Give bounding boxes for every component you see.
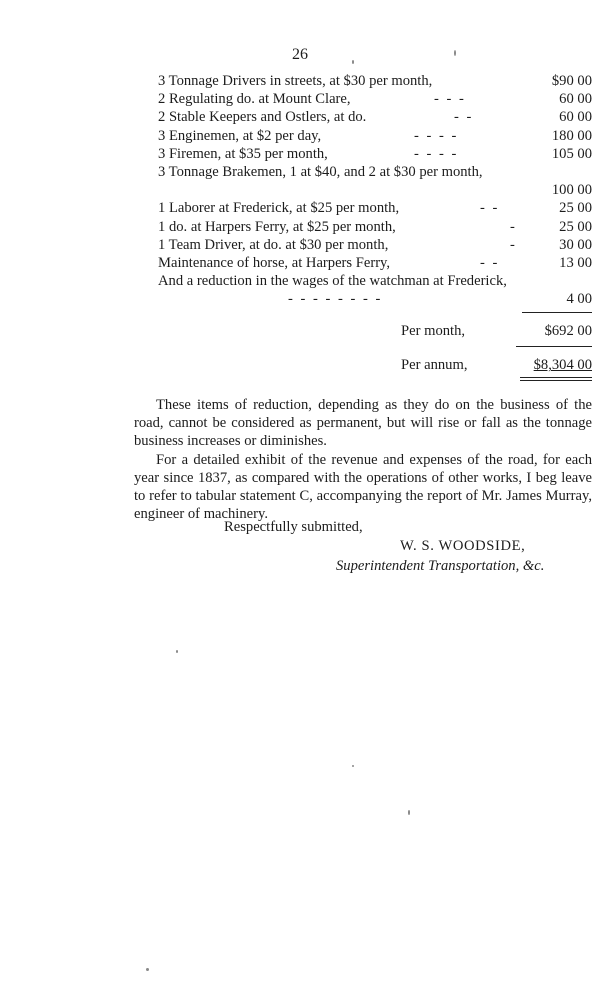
- ledger-item: 1 Laborer at Frederick, at $25 per month,: [158, 200, 400, 217]
- ledger-item: 3 Firemen, at $35 per month,: [158, 145, 328, 162]
- rule-spacer: [158, 376, 592, 382]
- per-month-row: [158, 316, 592, 342]
- ledger-row: [158, 145, 592, 163]
- ledger-item: 3 Tonnage Brakemen, 1 at $40, and 2 at $30 per month,: [158, 163, 483, 180]
- ledger-row: [158, 108, 592, 126]
- double-rule-bottom: [520, 380, 592, 381]
- rule-spacer: [158, 308, 592, 316]
- paper-speck: [146, 968, 149, 971]
- ledger-item: 1 Team Driver, at do. at $30 per month,: [158, 236, 389, 253]
- leader-dots: - - - - - - - -: [288, 291, 383, 308]
- ledger-amount: $90 00: [551, 73, 592, 89]
- ledger-amount: 60 00: [559, 109, 592, 126]
- paper-speck: [352, 60, 354, 64]
- leader-dots: -: [510, 236, 517, 253]
- ledger-row: [158, 218, 592, 236]
- ledger-row: [158, 272, 592, 308]
- leader-dots: - - - -: [414, 127, 459, 144]
- leader-dots: -: [510, 218, 517, 235]
- ledger-item: 2 Stable Keepers and Ostlers, at do.: [158, 109, 367, 126]
- paragraph: These items of reduction, depending as they do on the business of the road, cannot be considered as permanent, but will rise or fall as the tonnage business increases or diminishes.: [134, 397, 592, 450]
- ledger-row: [158, 163, 592, 199]
- per-annum-label: Per annum,: [401, 357, 468, 374]
- ledger-amount: 100 00: [551, 182, 592, 199]
- ledger-item: Maintenance of horse, at Harpers Ferry,: [158, 254, 391, 271]
- double-rule-top: [520, 377, 592, 378]
- ledger-item: 3 Tonnage Drivers in streets, at $30 per month,: [158, 73, 433, 89]
- ledger-row: [158, 127, 592, 145]
- ledger-row: [158, 236, 592, 254]
- per-annum-row: [158, 350, 592, 376]
- leader-dots: - - - -: [414, 145, 459, 162]
- paragraph: For a detailed exhibit of the revenue and expenses of the road, for each year since 1837, as compared with the operations of other works, I beg leave to refer to tabular statement C, accompanying the report of Mr. James Murray, engineer of machinery.: [134, 451, 592, 523]
- signature: W. S. WOODSIDE,: [400, 538, 526, 554]
- ledger-amount: 60 00: [559, 91, 592, 108]
- paper-speck: [408, 810, 410, 815]
- page-number: 26: [292, 46, 308, 63]
- ledger-amount: 13 00: [559, 254, 592, 271]
- ledger-amount: 25 00: [559, 218, 592, 235]
- rule-spacer: [158, 342, 592, 350]
- ledger-amount: 4 00: [566, 291, 592, 308]
- ledger-item: 3 Enginemen, at $2 per day,: [158, 127, 322, 144]
- ledger-row: [158, 90, 592, 108]
- per-month-amount: $692 00: [544, 323, 592, 340]
- closing-salutation: Respectfully submitted,: [224, 519, 363, 535]
- ledger-item: 2 Regulating do. at Mount Clare,: [158, 91, 351, 108]
- total-rule: [516, 346, 592, 347]
- ledger-amount: 105 00: [551, 145, 592, 162]
- ledger-amount: 180 00: [551, 127, 592, 144]
- per-month-label: Per month,: [401, 323, 466, 340]
- leader-dots: - -: [454, 109, 474, 126]
- per-annum-amount: $8,304 00: [533, 357, 592, 374]
- paper-speck: [176, 650, 178, 653]
- leader-dots: - - -: [434, 91, 466, 108]
- paper-speck: [352, 765, 354, 767]
- paper-speck: [454, 50, 456, 56]
- ledger-item: And a reduction in the wages of the watchman at Frederick,: [158, 273, 507, 290]
- leader-dots: - -: [480, 200, 500, 217]
- ledger-amount: 30 00: [559, 236, 592, 253]
- total-rule: [522, 312, 592, 313]
- ledger-row: [158, 72, 592, 90]
- reduction-ledger: [158, 72, 592, 382]
- body-text: [134, 396, 592, 523]
- ledger-amount: 25 00: [559, 200, 592, 217]
- leader-dots: - -: [480, 254, 500, 271]
- signatory-title: Superintendent Transportation, &c.: [336, 558, 545, 574]
- ledger-row: [158, 254, 592, 272]
- ledger-row: [158, 199, 592, 217]
- ledger-item: 1 do. at Harpers Ferry, at $25 per month,: [158, 218, 396, 235]
